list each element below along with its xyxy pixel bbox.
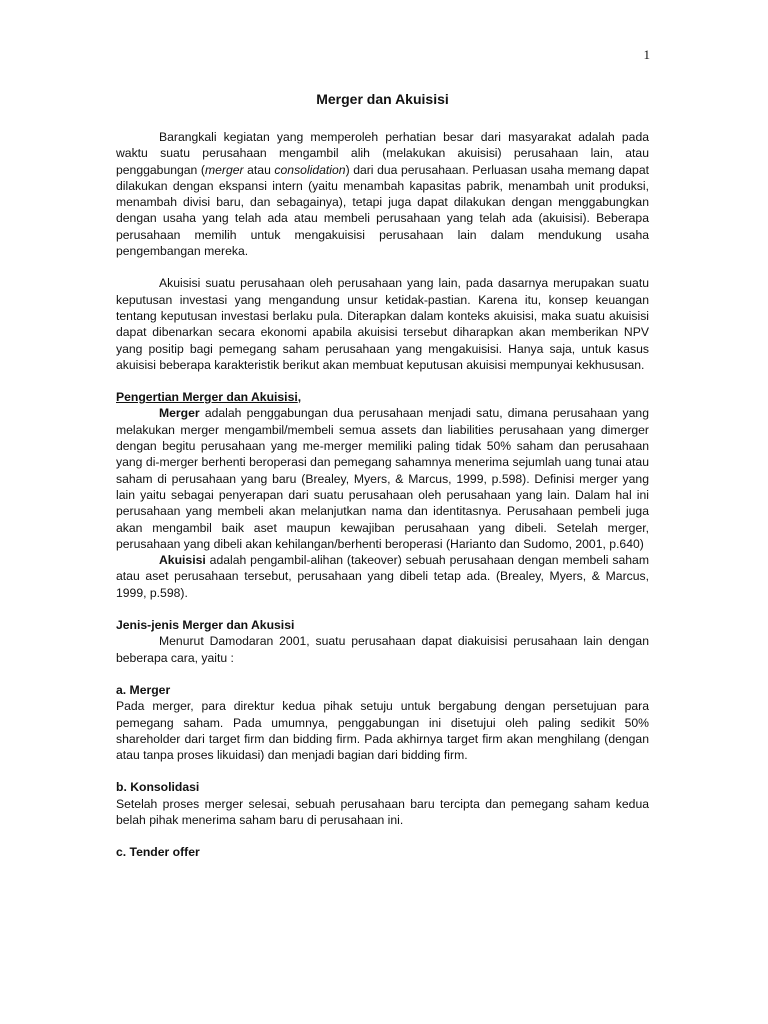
merger-subheading: a. Merger	[116, 682, 171, 697]
intro-term-consolidation: consolidation	[274, 162, 346, 177]
merger-definition-text: adalah penggabungan dua perusahaan menjadi satu, dimana perusahaan yang melakukan merger mengambil/membeli semua assets dan liabilities perusahaan yang dimerger dengan begitu perusahaan yang me-merger memiliki paling tidak 50% saham dan perusahaan yang di-merger berhenti beroperasi dan pemegang sahamnya menerima sejumlah uang tunai atau saham di perusahaan yang baru (Brealey, Myers, & Marcus, 1999, p.598). Definisi merger yang lain yaitu sebagai penyerapan dari suatu perusahaan oleh perusahaan yang lain. Dalam hal ini perusahaan yang membeli akan melanjutkan nama dan identitasnya. Perusahaan pembeli juga akan mengambil baik aset maupun kewajiban perusahaan yang dibeli. Setelah merger, perusahaan yang dibeli akan kehilangan/berhenti beroperasi (Harianto dan Sudomo, 2001, p.640)	[116, 406, 649, 551]
akuisisi-term: Akuisisi	[159, 553, 206, 568]
tender-offer-subheading: c. Tender offer	[116, 845, 200, 860]
jenis-paragraph: Menurut Damodaran 2001, suatu perusahaan dapat diakuisisi perusahaan lain dengan beberapa cara, yaitu :	[116, 634, 649, 665]
page-number: 1	[643, 47, 650, 62]
konsolidasi-paragraph: Setelah proses merger selesai, sebuah perusahaan baru tercipta dan pemegang saham kedua belah pihak menerima saham baru di perusahaan ini.	[116, 796, 649, 827]
merger-definition	[116, 405, 649, 552]
jenis-heading: Jenis-jenis Merger dan Akusisi	[116, 618, 295, 633]
intro-paragraph-2: Akuisisi suatu perusahaan oleh perusahaan yang lain, pada dasarnya merupakan suatu keputusan investasi yang mengandung unsur ketidak-pastian. Karena itu, konsep keuangan tentang keputusan investasi berlaku pula. Diterapkan dalam konteks akuisisi, maka suatu akuisisi dapat dibenarkan secara ekonomi apabila akuisisi tersebut diharapkan akan memberikan NPV yang positip bagi pemegang saham perusahaan yang mengakuisisi. Hanya saja, untuk kasus akuisisi beberapa karakteristik berikut akan membuat keputusan akuisisi mempunyai kekhususan.	[116, 276, 649, 372]
pengertian-heading-suffix: ,	[297, 390, 302, 405]
document-title: Merger dan Akuisisi	[316, 91, 449, 107]
pengertian-heading-text: Pengertian Merger dan Akuisisi	[116, 390, 298, 405]
konsolidasi-subheading: b. Konsolidasi	[116, 780, 200, 795]
intro-term-merger: merger	[204, 162, 244, 177]
merger-term: Merger	[159, 406, 200, 421]
intro-p1-part-c: ) dari dua perusahaan. Perluasan usaha memang dapat dilakukan dengan ekspansi intern (yaitu menambah kapasitas pabrik, menambah unit produksi, menambah divisi baru, dan sebagainya), tetapi juga dapat dilakukan dengan menggabungkan dengan usaha yang telah ada atau membeli perusahaan yang telah ada (akuisisi). Beberapa perusahaan memilih untuk mengakuisisi perusahaan lain dalam mendukung usaha pengembangan mereka.	[116, 162, 649, 259]
merger-paragraph: Pada merger, para direktur kedua pihak setuju untuk bergabung dengan persetujuan para pemegang saham. Pada umumnya, penggabungan ini disetujui oleh paling sedikit 50% shareholder dari target firm dan bidding firm. Pada akhirnya target firm akan menghilang (dengan atau tanpa proses likuidasi) dan menjadi bagian dari bidding firm.	[116, 699, 649, 763]
intro-p1-part-b: atau	[243, 162, 275, 177]
document-body	[116, 90, 649, 861]
intro-paragraph-1	[116, 129, 649, 259]
akuisisi-definition-text: adalah pengambil-alihan (takeover) sebuah perusahaan dengan membeli saham atau aset perusahaan tersebut, perusahaan yang dibeli tetap ada. (Brealey, Myers, & Marcus, 1999, p.598).	[116, 553, 649, 600]
intro-p1-part-a: Barangkali kegiatan yang memperoleh perhatian besar dari masyarakat adalah pada waktu suatu perusahaan mengambil alih (melakukan akuisisi) perusahaan lain, atau penggabungan (	[116, 130, 649, 177]
akuisisi-definition	[116, 552, 649, 601]
pengertian-heading	[116, 389, 649, 405]
